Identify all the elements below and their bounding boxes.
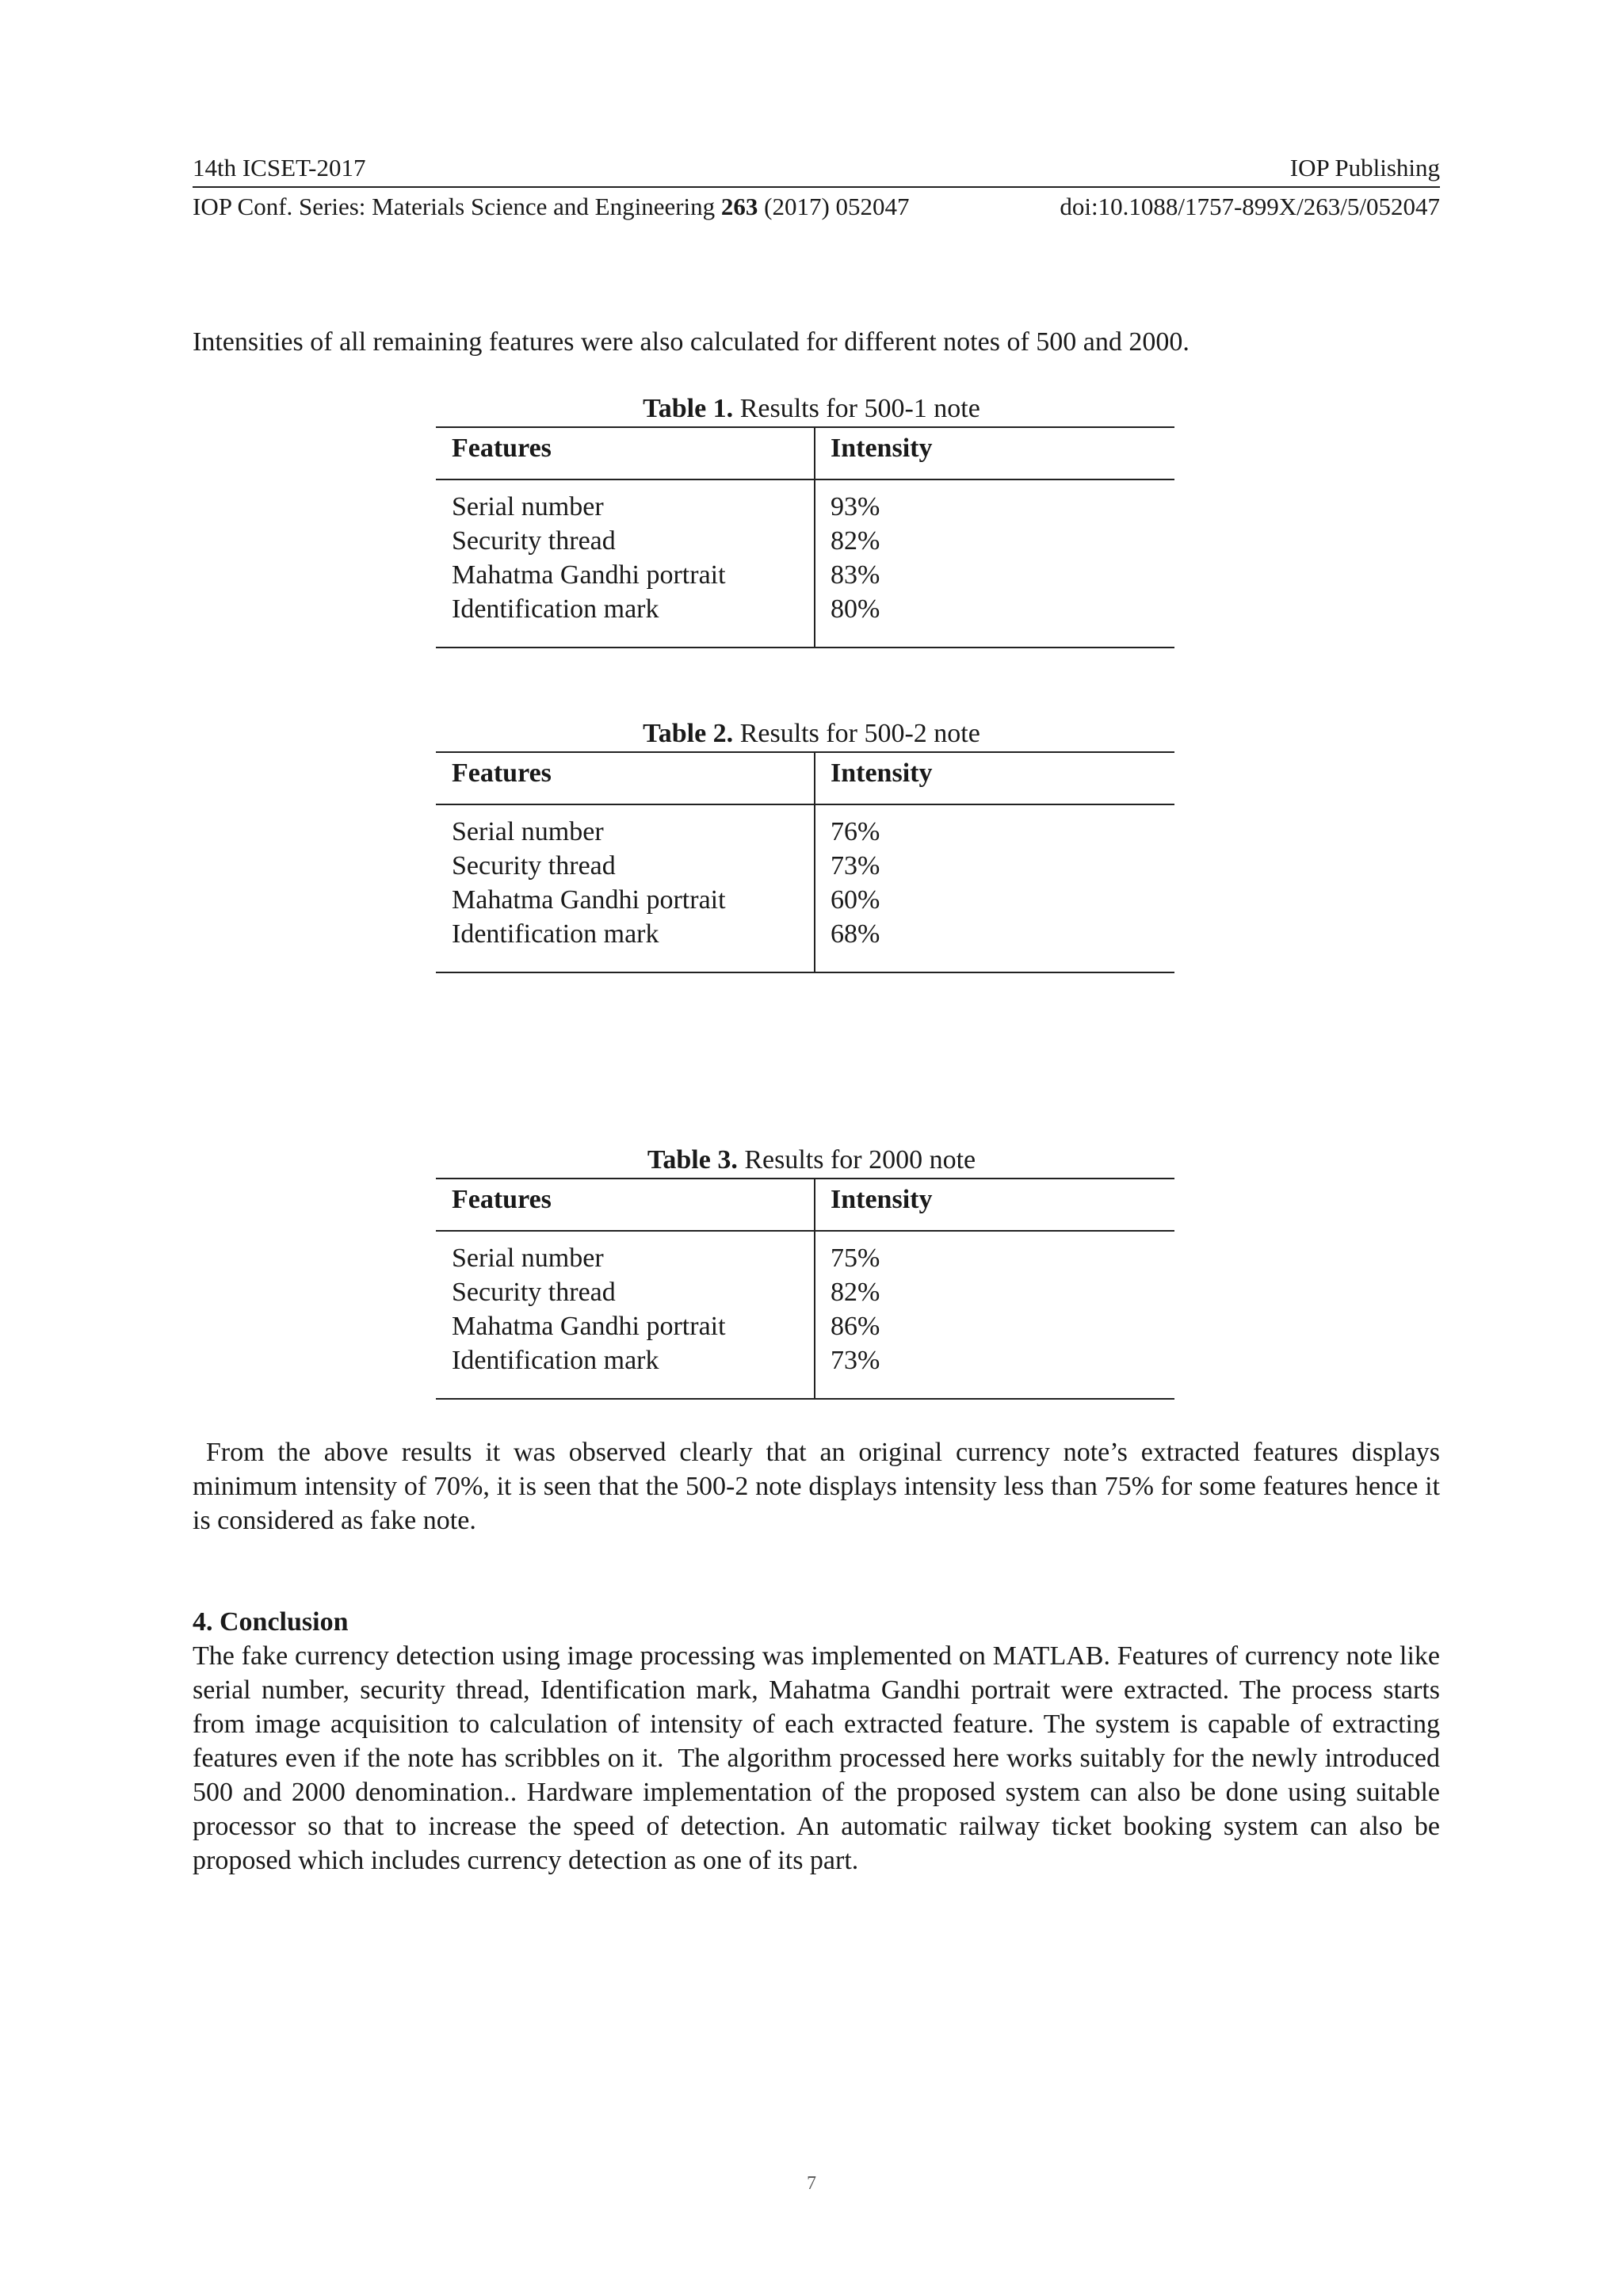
- table-1: [436, 426, 1174, 648]
- doi: doi:10.1088/1757-899X/263/5/052047: [1060, 193, 1440, 220]
- conference-name: 14th ICSET-2017: [193, 154, 366, 181]
- table-row: Mahatma Gandhi portrait 86%: [452, 1312, 880, 1341]
- table-row: Serial number 75%: [452, 1244, 880, 1273]
- table-row: Security thread 82%: [452, 526, 880, 556]
- table-row: Mahatma Gandhi portrait 83%: [452, 560, 880, 590]
- table-3: [436, 1178, 1174, 1400]
- table-2-header-intensity: Intensity: [831, 758, 933, 788]
- table-row: Security thread 73%: [452, 851, 880, 881]
- series-citation: IOP Conf. Series: Materials Science and Engineering 263 (2017) 052047: [193, 193, 910, 220]
- table-3-caption: Table 3. Results for 2000 note: [647, 1145, 976, 1175]
- table-1-header-intensity: Intensity: [831, 434, 933, 463]
- table-2-header-features: Features: [452, 758, 552, 788]
- table-1-caption: Table 1. Results for 500-1 note: [643, 394, 980, 423]
- citation-line: [193, 193, 1440, 221]
- table-1-header-features: Features: [452, 434, 552, 463]
- table-row: Identification mark 73%: [452, 1346, 880, 1375]
- volume-number: 263: [720, 193, 758, 220]
- table-2-caption: Table 2. Results for 500-2 note: [643, 719, 980, 748]
- page-number: 7: [807, 2173, 816, 2194]
- running-header: [193, 154, 1440, 182]
- intro-paragraph: Intensities of all remaining features were also calculated for different notes of 500 and 2000.: [193, 327, 1190, 357]
- conclusion-paragraph: The fake currency detection using image processing was implemented on MATLAB. Features of currency note like serial number, security thread, Identification mark, Mahatma Gandhi portrait were extracted. The process starts from image acquisition to calculation of intensity of each extracted feature. The system is capable of extracting features even if the note has scribbles on it. The algorithm processed here works suitably for the newly introduced 500 and 2000 denomination.. Hardware implementation of the proposed system can also be done using suitable processor so that to increase the speed of detection. An automatic railway ticket booking system can also be proposed which includes currency detection as one of its part.: [193, 1641, 1447, 1875]
- table-row: Serial number 76%: [452, 817, 880, 846]
- section-heading: 4. Conclusion: [193, 1607, 349, 1637]
- table-3-header-features: Features: [452, 1185, 552, 1214]
- table-row: Identification mark 68%: [452, 919, 880, 949]
- table-row: Identification mark 80%: [452, 594, 880, 624]
- header-rule: [193, 186, 1440, 188]
- publisher-name: IOP Publishing: [1289, 154, 1440, 181]
- table-2: [436, 751, 1174, 973]
- table-row: Mahatma Gandhi portrait 60%: [452, 885, 880, 915]
- observation-paragraph: From the above results it was observed clearly that an original currency note’s extracted features displays minimum intensity of 70%, it is seen that the 500-2 note displays intensity less than 75% for some features hence it is considered as fake note.: [193, 1438, 1447, 1535]
- table-row: Serial number 93%: [452, 492, 880, 521]
- table-3-header-intensity: Intensity: [831, 1185, 933, 1214]
- table-row: Security thread 82%: [452, 1278, 880, 1307]
